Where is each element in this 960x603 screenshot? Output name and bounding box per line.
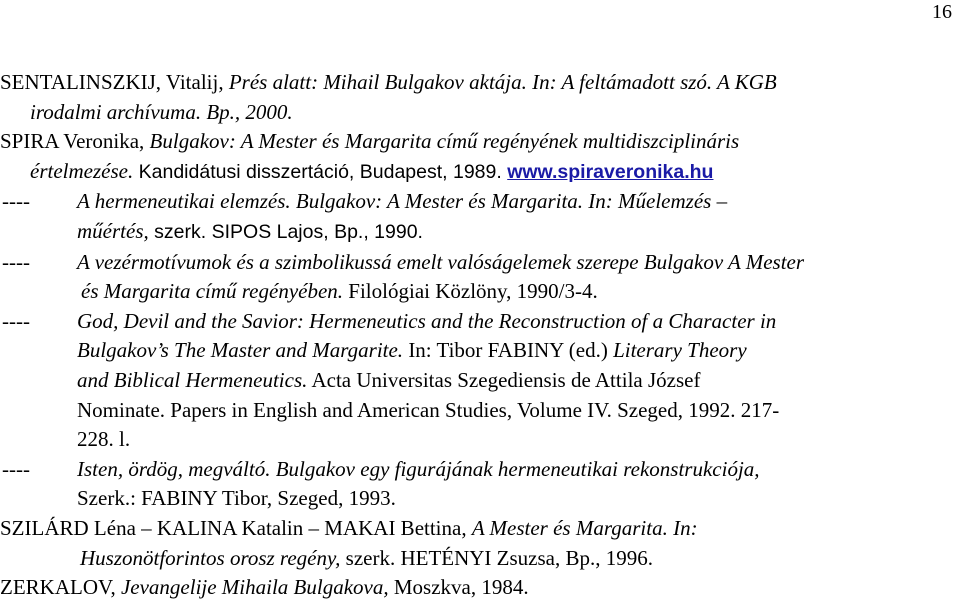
indent-spacer: [0, 484, 77, 514]
website-link[interactable]: www.spiraveronika.hu: [507, 160, 714, 183]
ditto-dash: ----: [2, 189, 30, 214]
entry-title-cont: Bulgakov’s The Master and Margarite.: [77, 338, 404, 363]
entry-line: [0, 366, 960, 396]
indent-spacer: [0, 366, 77, 396]
entry-line: [0, 544, 960, 574]
entry-line: [0, 455, 960, 485]
entry-title: Isten, ördög, megváltó. Bulgakov egy figurájának hermeneutikai rekonstrukciója,: [77, 456, 760, 481]
bib-entry-vezermotivumok: [0, 248, 960, 307]
entry-details: Kandidátusi disszertáció, Budapest, 1989.: [133, 160, 508, 183]
entry-title-cont: műértés,: [77, 218, 149, 243]
entry-line: [0, 277, 960, 307]
entry-details: Nominate. Papers in English and American Studies, Volume IV. Szeged, 1992. 217-: [77, 397, 780, 422]
bib-entry-isten: [0, 455, 960, 514]
book-title-cont: and Biblical Hermeneutics.: [77, 367, 308, 392]
entry-title: Bulgakov: A Mester és Margarita című regényének multidiszciplináris: [149, 129, 740, 154]
entry-line: [0, 307, 960, 337]
entry-author: SENTALINSZKIJ, Vitalij,: [0, 70, 229, 94]
entry-details: Filológiai Közlöny, 1990/3-4.: [343, 279, 598, 304]
ditto-dash: ----: [2, 249, 30, 274]
indent-spacer: [0, 336, 77, 366]
bibliography: [0, 68, 960, 603]
entry-details: szerk. SIPOS Lajos, Bp., 1990.: [148, 220, 423, 243]
bib-entry-szilard: [0, 514, 960, 573]
entry-line: [0, 514, 960, 544]
entry-details: Moszkva, 1984.: [388, 575, 529, 600]
bib-entry-spira: [0, 127, 960, 187]
entry-line: [0, 484, 960, 514]
entry-details: Acta Universitas Szegediensis de Attila József: [307, 367, 701, 392]
ditto-dash: ----: [2, 456, 30, 481]
entry-line: [0, 98, 960, 128]
entry-details: Szerk.: FABINY Tibor, Szeged, 1993.: [77, 486, 396, 511]
entry-author: SPIRA Veronika,: [0, 129, 150, 154]
entry-line: [0, 396, 960, 426]
bib-entry-hermeneutikai: [0, 187, 960, 247]
entry-line: [0, 68, 960, 98]
entry-title: A hermeneutikai elemzés. Bulgakov: A Mester és Margarita. In: Műelemzés –: [77, 189, 728, 214]
entry-line: [0, 336, 960, 366]
book-title: Literary Theory: [613, 338, 747, 363]
indent-spacer: [0, 217, 77, 248]
page-number: 16: [932, 1, 952, 23]
ditto-dash: ----: [2, 308, 30, 333]
entry-line: [0, 217, 960, 248]
bib-entry-zerkalov: [0, 573, 960, 603]
entry-pages: 228. l.: [77, 427, 131, 452]
entry-title: Jevangelije Mihaila Bulgakova,: [120, 575, 389, 600]
entry-title: A Mester és Margarita. In:: [471, 515, 698, 540]
entry-line: [0, 425, 960, 455]
entry-details: In: Tibor FABINY (ed.): [403, 338, 614, 363]
entry-details: szerk. HETÉNYI Zsuzsa, Bp., 1996.: [340, 545, 653, 570]
entry-line: [0, 573, 960, 603]
entry-title-cont: értelmezése.: [30, 158, 134, 183]
entry-line: [0, 248, 960, 278]
entry-title-cont: és Margarita című regényében.: [81, 279, 344, 304]
entry-line: [0, 127, 960, 157]
bib-entry-sentalinszkij: [0, 68, 960, 127]
entry-author: ZERKALOV,: [0, 575, 121, 600]
entry-title-cont: irodalmi archívuma. Bp., 2000.: [30, 99, 293, 124]
bib-entry-god-devil: [0, 307, 960, 455]
indent-spacer: [0, 396, 77, 426]
entry-title: God, Devil and the Savior: Hermeneutics and the Reconstruction of a Character in: [77, 308, 777, 333]
entry-title: A vezérmotívumok és a szimbolikussá emelt valóságelemek szerepe Bulgakov A Mester: [77, 249, 805, 274]
indent-spacer: [0, 277, 77, 307]
entry-author: SZILÁRD Léna – KALINA Katalin – MAKAI Bettina,: [0, 515, 472, 540]
entry-line: [0, 157, 960, 188]
entry-line: [0, 187, 960, 217]
book-title: Huszonötforintos orosz regény,: [80, 545, 341, 570]
entry-title: Prés alatt: Mihail Bulgakov aktája. In: A feltámadott szó. A KGB: [228, 70, 777, 94]
indent-spacer: [0, 425, 77, 455]
